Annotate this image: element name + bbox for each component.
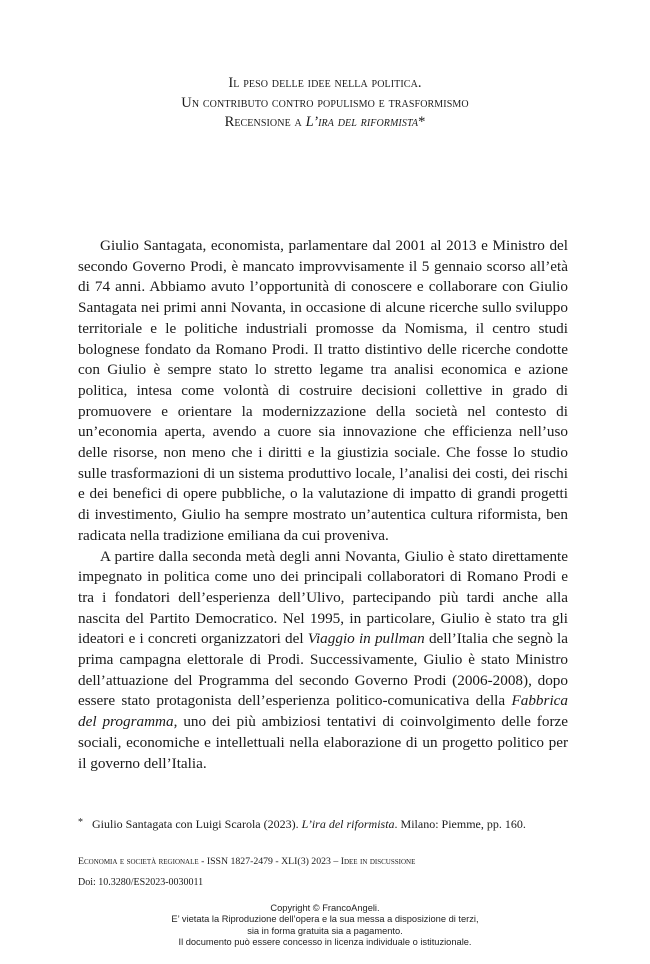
- paragraph-2: [78, 547, 568, 775]
- footnote-book-title: L’ira del riformista: [301, 817, 395, 831]
- footnote-text-after: . Milano: Piemme, pp. 160.: [394, 817, 526, 831]
- paragraph-2-italic-viaggio: Viaggio in pullman: [307, 630, 425, 648]
- footnote-text-before: Giulio Santagata con Luigi Scarola (2023).: [92, 817, 302, 831]
- article-body: [78, 236, 568, 774]
- copyright-line-2: E’ vietata la Riproduzione dell’opera e la sua messa a disposizione di terzi,: [171, 914, 479, 925]
- title-line-3-prefix: Recensione a: [224, 114, 306, 130]
- paragraph-1: Giulio Santagata, economista, parlamentare dal 2001 al 2013 e Ministro del secondo Governo Prodi, è mancato improvvisamente il 5 gennaio scorso all’età di 74 anni. Abbiamo avuto l’opportunità di conoscere e collaborare con Giulio Santagata nei primi anni Novanta, in occasione di alcune ricerche sullo sviluppo territoriale e le politiche industriali promosse da Nomisma, il centro studi bolognese fondato da Romano Prodi. Il tratto distintivo delle ricerche condotte con Giulio è sempre stato lo stretto legame tra analisi economica e azione politica, intesa come volontà di costruire decisioni collettive in grado di promuovere e orientare la modernizzazione della società nel contesto di un’economia aperta, avendo a cuore sia innovazione che efficienza nell’uso delle risorse, non meno che i diritti e la giustizia sociale. Che fosse lo studio sulle trasformazioni di un sistema produttivo locale, l’analisi dei costi, dei rischi e dei benefici di opere pubbliche, o la valutazione di impatto di grandi progetti di investimento, Giulio ha sempre mostrato un’autentica cultura riformista, ben radicata nella tradizione emiliana da cui proveniva.: [78, 237, 568, 544]
- footnote-reference-mark: *: [418, 114, 426, 130]
- footnote-mark: *: [78, 817, 83, 828]
- title-line-3: [0, 113, 650, 133]
- paragraph-2-text-b: dell’Italia che segnò la prima campagna elettorale di Prodi. Successivamente, Giulio è stato Ministro dell’attuazione del Programma del secondo Governo Prodi (2006-2008), dopo essere stato protagonista dell’esperienza politico-comunicativa della: [78, 630, 569, 710]
- title-book-name: L’ira del riformista: [305, 114, 419, 130]
- paragraph-2-text-a: A partire dalla seconda metà degli anni Novanta, Giulio è stato direttamente impegnato in politica come uno dei principali collaboratori di Romano Prodi e tra i fondatori dell’esperienza dell’Ulivo, partecipando più tardi anche alla nascita del Partito Democratico. Nel 1995, in particolare, Giulio è stato tra gli ideatori e i concreti organizzatori del: [78, 547, 568, 648]
- copyright-line-3: sia in forma gratuita sia a pagamento.: [247, 925, 403, 936]
- footnote: [78, 815, 578, 832]
- doi: Doi: 10.3280/ES2023-0030011: [78, 877, 204, 888]
- copyright-line-1: Copyright © FrancoAngeli.: [270, 903, 380, 913]
- copyright-notice: [0, 903, 650, 948]
- paragraph-2-italic-fabbrica: Fabbrica del programma: [78, 692, 568, 731]
- title-line-2: Un contributo contro populismo e trasformismo: [181, 94, 469, 111]
- article-title: [0, 74, 650, 133]
- copyright-line-4: Il documento può essere concesso in licenza individuale o istituzionale.: [178, 936, 472, 947]
- journal-info: Economia e società regionale - ISSN 1827-2479 - XLI(3) 2023 – Idee in discussione: [78, 856, 416, 867]
- paragraph-2-text-c: , uno dei più ambiziosi tentativi di coinvolgimento delle forze sociali, economiche e intellettuali nella elaborazione di un progetto politico per il governo dell’Italia.: [78, 713, 568, 772]
- title-line-1: Il peso delle idee nella politica.: [228, 75, 422, 91]
